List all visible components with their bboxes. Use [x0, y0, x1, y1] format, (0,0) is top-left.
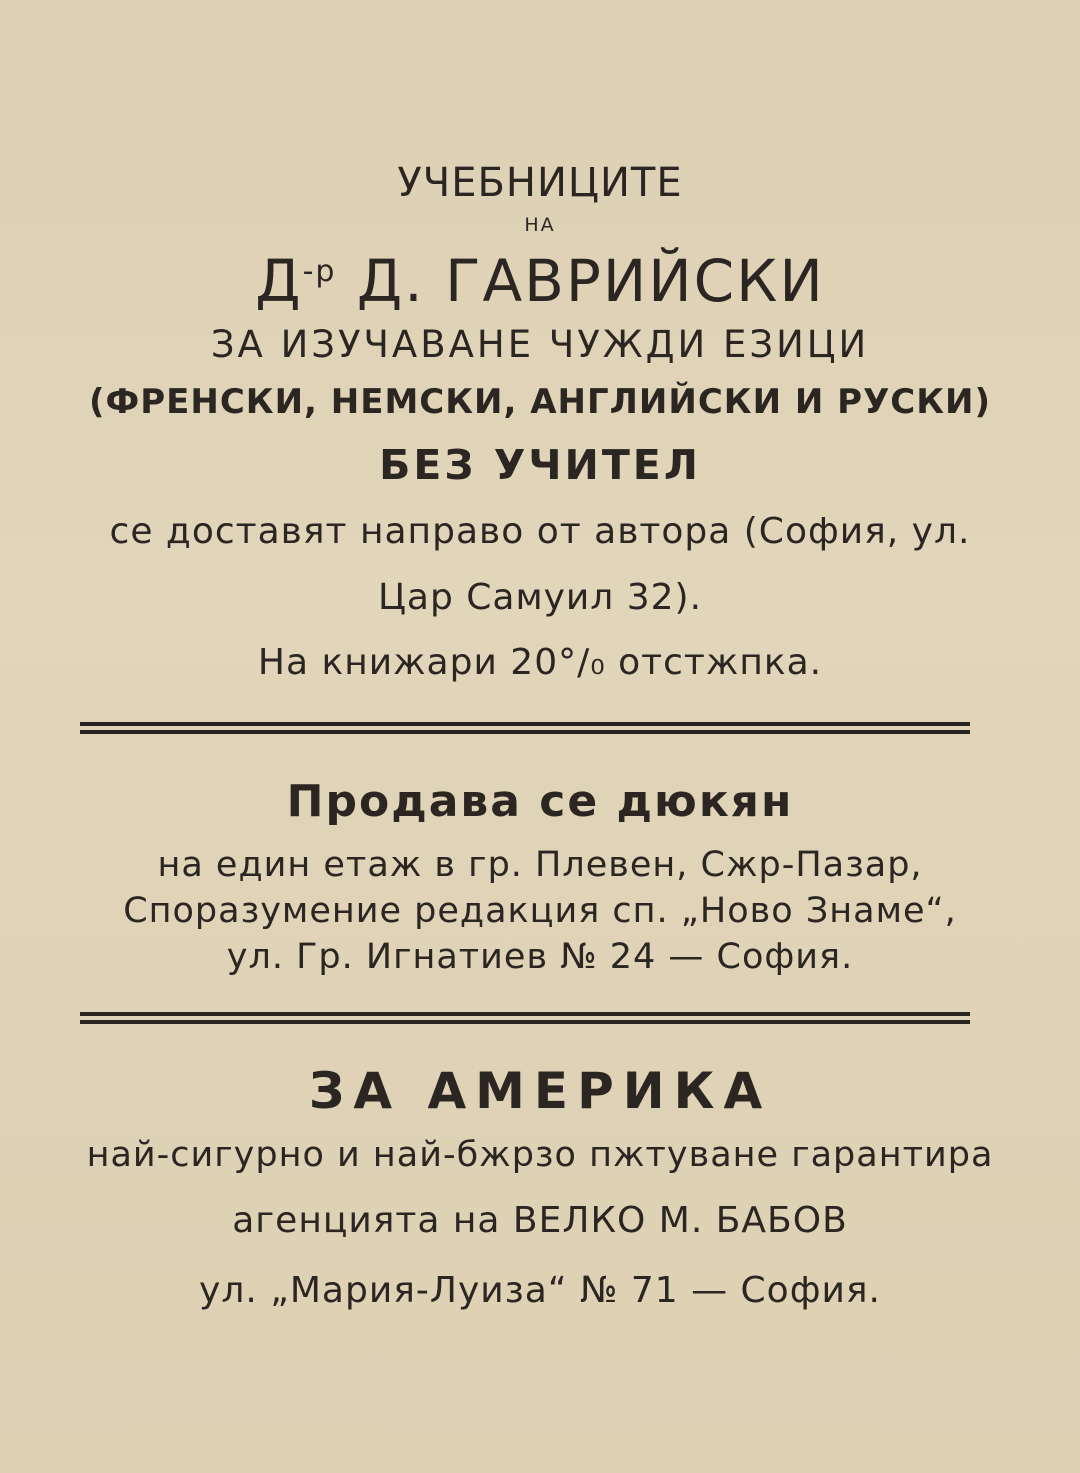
author-prefix: Д: [255, 247, 303, 315]
america-line2: агенцията на ВЕЛКО М. БАБОВ: [232, 1200, 848, 1241]
author-prefix-sup: -р: [302, 254, 337, 289]
double-rule-divider: [80, 722, 970, 734]
america-line1: най-сигурно и най-бжрзо пжтуване гарантира: [86, 1135, 994, 1175]
shop-sale-line1: на един етаж в гр. Плевен, Сжр-Пазар,: [157, 845, 923, 885]
shop-sale-line3: ул. Гр. Игнатиев № 24 — София.: [226, 937, 854, 977]
textbooks-no-teacher: БЕЗ УЧИТЕЛ: [379, 441, 701, 489]
america-heading: ЗА АМЕРИКА: [308, 1062, 772, 1120]
double-rule-divider: [80, 1012, 970, 1024]
textbooks-delivery-line1: се доставят направо от автора (София, ул.: [109, 511, 971, 552]
textbooks-languages: (ФРЕНСКИ, НЕМСКИ, АНГЛИЙСКИ И РУСКИ): [88, 382, 992, 422]
author-surname: Д. ГАВРИЙСКИ: [356, 247, 825, 315]
shop-sale-line2: Споразумение редакция сп. „Ново Знаме“,: [123, 891, 957, 931]
textbooks-discount: На книжари 20°/₀ отстжпка.: [257, 642, 823, 683]
textbooks-heading: УЧЕБНИЦИТЕ: [397, 160, 683, 206]
textbooks-of: НА: [524, 214, 556, 236]
shop-sale-heading: Продава се дюкян: [286, 776, 794, 827]
author-name: [0, 247, 1080, 315]
textbooks-delivery-line2: Цар Самуил 32).: [377, 577, 703, 618]
textbooks-purpose: ЗА ИЗУЧАВАНЕ ЧУЖДИ ЕЗИЦИ: [210, 323, 870, 366]
america-line3: ул. „Мария-Луиза“ № 71 — София.: [199, 1270, 881, 1311]
